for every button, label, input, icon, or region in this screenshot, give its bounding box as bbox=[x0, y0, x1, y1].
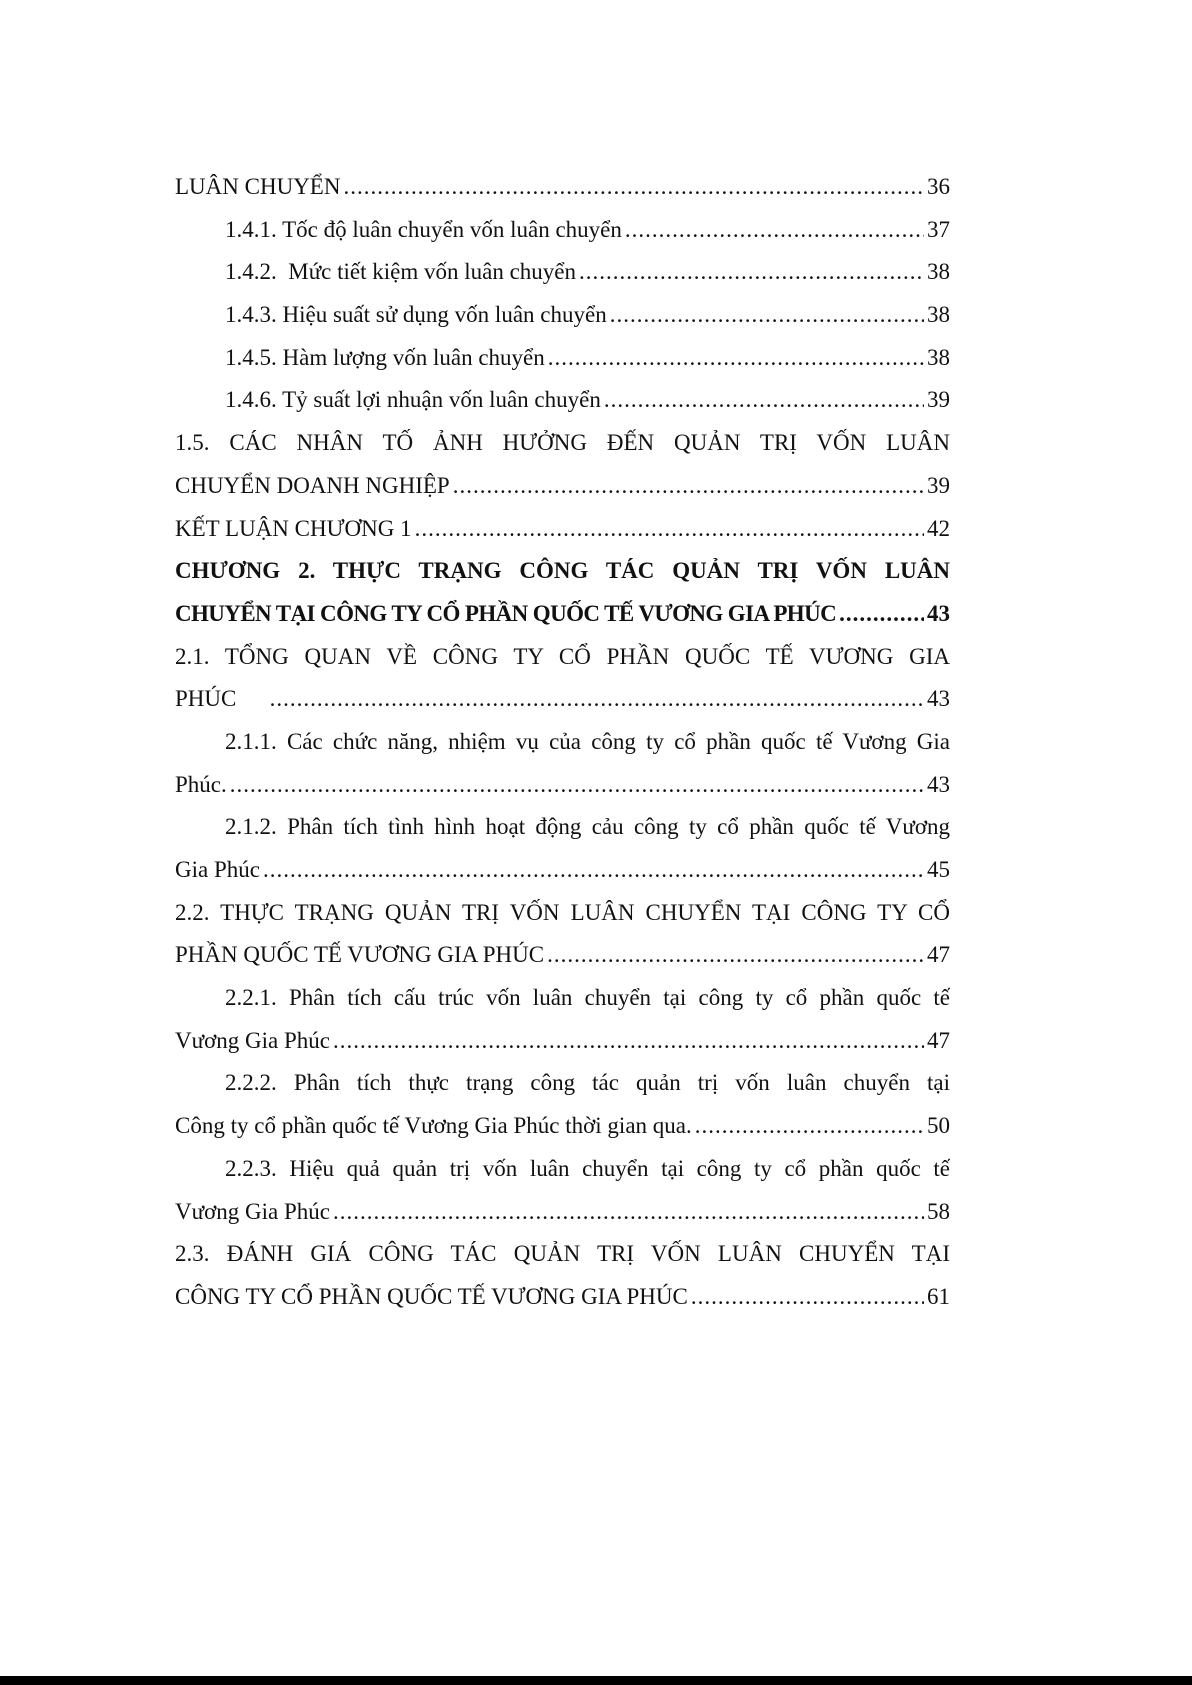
toc-entry-page: 61 bbox=[927, 1283, 950, 1309]
toc-entry-page: 43 bbox=[927, 686, 950, 712]
toc-entry-page: 39 bbox=[927, 472, 950, 498]
toc-entry bbox=[175, 849, 950, 892]
dot-leader bbox=[839, 593, 924, 636]
page-bottom-edge bbox=[0, 1676, 1192, 1685]
toc-chapter-heading: CHƯƠNG 2. THỰC TRẠNG CÔNG TÁC QUẢN TRỊ VỐN LUÂN bbox=[175, 558, 950, 584]
toc-entry-page: 45 bbox=[927, 857, 950, 882]
toc-entry bbox=[175, 465, 950, 508]
toc-entry-title: 1.4.6. Tỷ suất lợi nhuận vốn luân chuyển bbox=[225, 387, 601, 413]
dot-leader bbox=[604, 379, 924, 422]
toc-entry-page: 38 bbox=[927, 344, 950, 370]
toc-entry-continued: 1.5. CÁC NHÂN TỐ ẢNH HƯỞNG ĐẾN QUẢN TRỊ VỐN LUÂN bbox=[175, 430, 950, 456]
toc-entry-title: KẾT LUẬN CHƯƠNG 1 bbox=[175, 515, 412, 541]
toc-entry-continued: 2.2.3. Hiệu quả quản trị vốn luân chuyển tại công ty cổ phần quốc tế bbox=[225, 1155, 950, 1181]
toc-entry-page: 38 bbox=[927, 302, 950, 328]
dot-leader bbox=[270, 678, 924, 721]
toc-entry-title: CHUYỂN DOANH NGHIỆP bbox=[175, 472, 450, 498]
toc-entry-title: Vương Gia Phúc bbox=[175, 1027, 330, 1053]
dot-leader bbox=[343, 166, 924, 209]
dot-leader bbox=[610, 294, 924, 337]
toc-entry bbox=[175, 379, 950, 422]
toc-entry-title: 1.4.5. Hàm lượng vốn luân chuyển bbox=[225, 344, 545, 370]
toc-entry-page: 43 bbox=[927, 600, 950, 626]
toc-entry bbox=[175, 209, 950, 252]
toc-entry-continued: 2.2.2. Phân tích thực trạng công tác quản trị vốn luân chuyển tại bbox=[225, 1070, 950, 1096]
toc-entry-page: 58 bbox=[927, 1198, 950, 1224]
dot-leader bbox=[548, 337, 924, 380]
toc-entry-page: 37 bbox=[927, 216, 950, 242]
toc-entry bbox=[175, 166, 950, 209]
dot-leader bbox=[453, 465, 924, 508]
toc-entry-continued: 2.2.1. Phân tích cấu trúc vốn luân chuyển tại công ty cổ phần quốc tế bbox=[225, 985, 950, 1011]
toc-entry bbox=[175, 678, 950, 721]
dot-leader bbox=[415, 508, 924, 551]
toc-entry bbox=[175, 251, 950, 294]
toc-entry bbox=[175, 593, 950, 636]
toc-entry bbox=[175, 337, 950, 380]
toc-entry-page: 36 bbox=[927, 174, 950, 199]
toc-entry-title: Công ty cổ phần quốc tế Vương Gia Phúc thời gian qua. bbox=[175, 1113, 692, 1139]
toc-entry-title: LUÂN CHUYỂN bbox=[175, 174, 341, 199]
dot-leader bbox=[333, 1191, 924, 1234]
toc-entry bbox=[175, 934, 950, 977]
toc-entry-page: 50 bbox=[927, 1113, 950, 1139]
toc-entry bbox=[175, 1276, 950, 1319]
toc-entry-page: 39 bbox=[927, 387, 950, 413]
toc-entry-continued: 2.1.2. Phân tích tình hình hoạt động cảu công ty cổ phần quốc tế Vương bbox=[225, 814, 950, 840]
toc-entry-continued: 2.1. TỔNG QUAN VỀ CÔNG TY CỔ PHẦN QUỐC TẾ VƯƠNG GIA bbox=[175, 643, 950, 669]
dot-leader bbox=[691, 1276, 924, 1319]
toc-entry-title: 1.4.2. Mức tiết kiệm vốn luân chuyển bbox=[225, 259, 577, 285]
toc-entry-page: 47 bbox=[927, 942, 950, 968]
dot-leader bbox=[695, 1105, 924, 1148]
toc-entry-title: 1.4.1. Tốc độ luân chuyển vốn luân chuyển bbox=[225, 216, 622, 242]
toc-entry-continued: 2.3. ĐÁNH GIÁ CÔNG TÁC QUẢN TRỊ VỐN LUÂN CHUYỂN TẠI bbox=[175, 1241, 950, 1267]
toc-entry bbox=[175, 508, 950, 551]
toc-entry-title: Vương Gia Phúc bbox=[175, 1198, 330, 1224]
toc-entry bbox=[175, 294, 950, 337]
toc-entry-continued: 2.1.1. Các chức năng, nhiệm vụ của công ty cổ phần quốc tế Vương Gia bbox=[225, 728, 950, 754]
toc-entry-title: Gia Phúc bbox=[175, 857, 260, 882]
toc-entry-page: 47 bbox=[927, 1027, 950, 1053]
toc-entry-page: 42 bbox=[927, 515, 950, 541]
dot-leader bbox=[625, 209, 924, 252]
toc-entry-continued: 2.2. THỰC TRẠNG QUẢN TRỊ VỐN LUÂN CHUYỂN TẠI CÔNG TY CỔ bbox=[175, 899, 950, 925]
toc-entry-page: 38 bbox=[927, 259, 950, 285]
toc-entry-title: CHUYỂN TẠI CÔNG TY CỔ PHẦN QUỐC TẾ VƯƠNG GIA PHÚC bbox=[175, 600, 837, 626]
dot-leader bbox=[579, 251, 924, 294]
toc-entry-title: PHẦN QUỐC TẾ VƯƠNG GIA PHÚC bbox=[175, 942, 545, 968]
table-of-contents bbox=[175, 166, 950, 1319]
dot-leader bbox=[547, 934, 924, 977]
dot-leader bbox=[263, 849, 924, 892]
toc-entry-title: PHÚC bbox=[175, 686, 237, 712]
toc-entry-page: 43 bbox=[927, 771, 950, 797]
toc-entry-title: 1.4.3. Hiệu suất sử dụng vốn luân chuyển bbox=[225, 302, 607, 328]
dot-leader bbox=[333, 1020, 924, 1063]
toc-entry bbox=[175, 764, 950, 807]
toc-entry bbox=[175, 1191, 950, 1234]
dot-leader bbox=[230, 764, 924, 807]
toc-entry bbox=[175, 1020, 950, 1063]
toc-entry-title: Phúc. bbox=[175, 771, 227, 797]
toc-entry-title: CÔNG TY CỔ PHẦN QUỐC TẾ VƯƠNG GIA PHÚC bbox=[175, 1283, 688, 1309]
toc-entry bbox=[175, 1105, 950, 1148]
